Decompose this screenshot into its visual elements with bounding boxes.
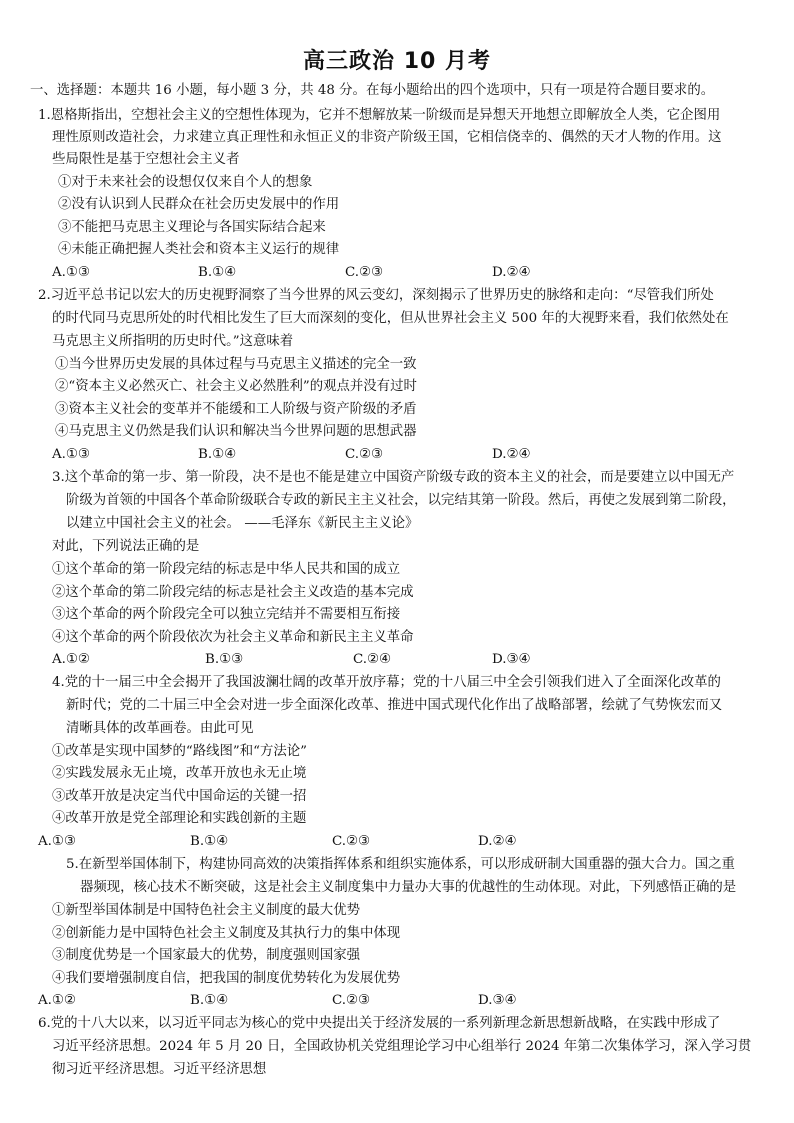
statement-item: ②实践发展永无止境，改革开放也永无止境 — [52, 766, 307, 781]
option-b: B.①④ — [190, 834, 229, 849]
statement-item: ③制度优势是一个国家最大的优势，制度强则国家强 — [52, 948, 360, 963]
option-a: A.①③ — [52, 447, 90, 462]
statement-item: ②创新能力是中国特色社会主义制度及其执行力的集中体现 — [52, 926, 401, 941]
option-d: D.②④ — [478, 834, 517, 849]
statement-item: ②这个革命的第二阶段完结的标志是社会主义改造的基本完成 — [52, 585, 414, 600]
statement-item: ④马克思主义仍然是我们认识和解决当今世界问题的思想武器 — [55, 424, 417, 439]
option-a: A.①③ — [38, 834, 76, 849]
question-stem-line: 的时代同马克思所处的时代相比发生了巨大而深刻的变化，但从世界社会主义 500 年的大视野来看，我们依然处在 — [52, 311, 729, 326]
question-stem-line: 4.党的十一届三中全会揭开了我国波澜壮阔的改革开放序幕；党的十八届三中全会引领我们进入了全面深化改革的 — [52, 675, 721, 690]
statement-item: ④未能正确把握人类社会和资本主义运行的规律 — [58, 242, 340, 257]
option-a: A.①② — [52, 652, 90, 667]
option-b: B.①④ — [190, 993, 229, 1008]
section-header: 一、选择题：本题共 16 小题，每小题 3 分，共 48 分。在每小题给出的四个选项中，只有一项是符合题目要求的。 — [30, 83, 715, 98]
question-lead: 对此，下列说法正确的是 — [52, 539, 200, 554]
option-c: C.②④ — [353, 652, 392, 667]
option-c: C.②③ — [345, 265, 384, 280]
statement-item: ①当今世界历史发展的具体过程与马克思主义描述的完全一致 — [55, 357, 417, 372]
statement-item: ①这个革命的第一阶段完结的标志是中华人民共和国的成立 — [52, 562, 401, 577]
question-stem-line: 器频现，核心技术不断突破，这是社会主义制度集中力量办大事的优越性的生动体现。对此，下列感悟正确的是 — [80, 880, 737, 895]
statement-item: ①对于未来社会的设想仅仅来自个人的想象 — [58, 175, 313, 190]
question-stem-line: 习近平经济思想。2024 年 5 月 20 日，全国政协机关党组理论学习中心组举行 2024 年第二次集体学习，深入学习贯 — [52, 1039, 752, 1054]
option-b: B.①③ — [205, 652, 244, 667]
statement-item: ③资本主义社会的变革并不能缓和工人阶级与资产阶级的矛盾 — [55, 402, 417, 417]
option-c: C.②③ — [345, 447, 384, 462]
statement-item: ③改革开放是决定当代中国命运的关键一招 — [52, 789, 307, 804]
question-stem-line: 2.习近平总书记以宏大的历史视野洞察了当今世界的风云变幻，深刻揭示了世界历史的脉络和走向：“尽管我们所处 — [38, 288, 714, 303]
option-b: B.①④ — [198, 447, 237, 462]
question-stem-line: 3.这个革命的第一步、第一阶段，决不是也不能是建立中国资产阶级专政的资本主义的社会，而是要建立以中国无产 — [52, 470, 735, 485]
answer-options — [0, 264, 794, 282]
answer-options — [0, 833, 794, 851]
statement-item: ①改革是实现中国梦的“路线图”和“方法论” — [52, 744, 308, 759]
page-title: 高三政治 10 月考 — [303, 49, 491, 74]
option-c: C.②③ — [332, 993, 371, 1008]
option-d: D.③④ — [492, 652, 531, 667]
question-stem-line: 6.党的十八大以来，以习近平同志为核心的党中央提出关于经济发展的一系列新理念新思想新战略，在实践中形成了 — [38, 1016, 721, 1031]
option-d: D.③④ — [478, 993, 517, 1008]
question-stem-line: 马克思主义所指明的历史时代。”这意味着 — [52, 334, 294, 349]
answer-options — [0, 446, 794, 464]
statement-item: ④这个革命的两个阶段依次为社会主义革命和新民主主义革命 — [52, 630, 414, 645]
question-stem-line: 新时代；党的二十届三中全会对进一步全面深化改革、推进中国式现代化作出了战略部署，绘就了气势恢宏而又 — [66, 698, 723, 713]
statement-item: ②“资本主义必然灭亡、社会主义必然胜利”的观点并没有过时 — [55, 379, 417, 394]
question-stem-line: 5.在新型举国体制下，构建协同高效的决策指挥体系和组织实施体系，可以形成研制大国重器的强大合力。国之重 — [66, 857, 735, 872]
question-stem-line: 些局限性是基于空想社会主义者 — [52, 152, 240, 167]
option-c: C.②③ — [332, 834, 371, 849]
option-d: D.②④ — [492, 265, 531, 280]
answer-options — [0, 992, 794, 1010]
question-stem-line: 理性原则改造社会，力求建立真正理性和永恒正义的非资产阶级王国，它相信侥幸的、偶然的天才人物的作用。这 — [52, 130, 722, 145]
question-stem-line: 彻习近平经济思想。习近平经济思想 — [52, 1062, 267, 1077]
question-stem-line: 1.恩格斯指出，空想社会主义的空想性体现为，它并不想解放某一阶级而是异想天开地想立即解放全人类，它企图用 — [38, 108, 721, 123]
statement-item: ①新型举国体制是中国特色社会主义制度的最大优势 — [52, 903, 360, 918]
question-stem-line: 阶级为首领的中国各个革命阶级联合专政的新民主主义社会，以完结其第一阶段。然后，再使之发展到第二阶段， — [66, 493, 736, 508]
question-stem-line: 清晰具体的改革画卷。由此可见 — [66, 721, 254, 736]
statement-item: ③这个革命的两个阶段完全可以独立完结并不需要相互衔接 — [52, 607, 401, 622]
option-a: A.①② — [38, 993, 76, 1008]
statement-item: ③不能把马克思主义理论与各国实际结合起来 — [58, 220, 326, 235]
answer-options — [0, 651, 794, 669]
option-d: D.②④ — [492, 447, 531, 462]
statement-item: ④我们要增强制度自信，把我国的制度优势转化为发展优势 — [52, 971, 401, 986]
question-stem-line: 以建立中国社会主义的社会。 ——毛泽东《新民主主义论》 — [66, 516, 419, 531]
option-a: A.①③ — [52, 265, 90, 280]
statement-item: ④改革开放是党全部理论和实践创新的主题 — [52, 811, 307, 826]
statement-item: ②没有认识到人民群众在社会历史发展中的作用 — [58, 197, 340, 212]
option-b: B.①④ — [198, 265, 237, 280]
